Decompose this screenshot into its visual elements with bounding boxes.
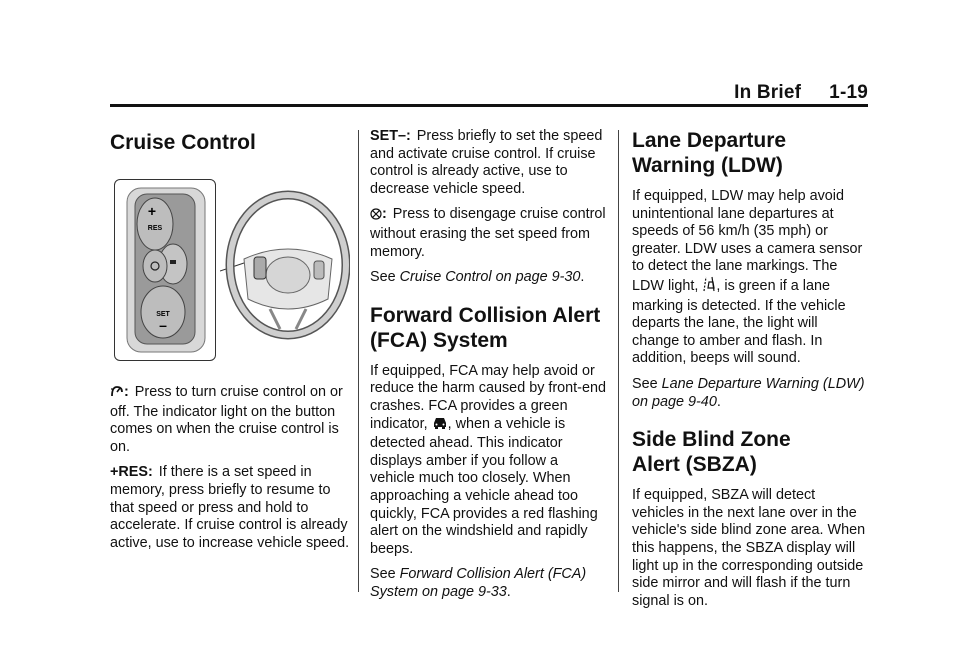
column-divider <box>618 130 619 592</box>
header-rule <box>110 104 868 107</box>
steering-wheel-illustration <box>220 179 350 359</box>
plus-glyph: + <box>147 203 157 219</box>
see-fca-paragraph <box>370 566 606 601</box>
onoff-paragraph <box>110 384 350 456</box>
column-cruise-control <box>110 128 350 560</box>
cancel-label: : <box>382 206 387 223</box>
see-prefix: See <box>370 269 396 286</box>
cancel-paragraph <box>370 206 606 261</box>
page-header <box>734 82 868 104</box>
cancel-icon <box>370 208 382 226</box>
ldw-text-2: , is green if a lane marking is detected. If the vehicle departs the lane, the light will change to amber and flash. In addition, beeps will sound. <box>632 277 846 367</box>
fca-reference: Forward Collision Alert (FCA) System on page 9-33 <box>370 566 587 600</box>
vehicle-ahead-icon <box>432 416 448 436</box>
cruise-control-figure <box>110 179 350 364</box>
column-set-fca <box>370 128 606 609</box>
see-cruise-paragraph <box>370 269 606 287</box>
see-prefix: See <box>370 566 396 583</box>
res-glyph: RES <box>147 225 163 232</box>
cruise-onoff-icon <box>110 384 124 404</box>
fca-text-1: If equipped, FCA may help avoid or reduce the harm caused by front-end crashes. FCA provides a green indicator, <box>370 362 606 432</box>
cancel-text: Press to disengage cruise control without erasing the set speed from memory. <box>370 206 606 260</box>
res-term: +RES: <box>110 464 153 481</box>
lane-departure-icon <box>702 276 716 298</box>
sbza-heading <box>632 427 868 477</box>
minus-glyph: – <box>159 317 167 333</box>
ldw-reference: Lane Departure Warning (LDW) on page 9-40 <box>632 375 865 410</box>
sbza-paragraph: If equipped, SBZA will detect vehicles in the next lane over in the vehicle's side blind zone area. When this happens, the SBZA display will light up in the corresponding outside side mirror and will flash if the turn signal is on. <box>632 487 866 609</box>
column-ldw-sbza <box>632 128 868 618</box>
ldw-heading-line2: Warning (LDW) <box>632 154 783 177</box>
onoff-text: Press to turn cruise control on or off. The indicator light on the button comes on when the cruise control is on. <box>110 384 343 455</box>
res-paragraph <box>110 464 350 552</box>
page-number: 1-19 <box>829 82 868 103</box>
fca-paragraph <box>370 363 606 559</box>
fca-heading-line1: Forward Collision Alert <box>370 303 601 327</box>
ldw-heading-line1: Lane Departure <box>632 129 787 152</box>
fca-heading-line2: (FCA) System <box>370 328 508 352</box>
onoff-label: : <box>124 384 129 400</box>
switch-closeup-frame <box>114 179 216 361</box>
set-term: SET–: <box>370 128 411 144</box>
res-text: If there is a set speed in memory, press briefly to resume to that speed or press and hold to accelerate. If cruise control is already active, use to increase vehicle speed. <box>110 464 350 551</box>
fca-heading <box>370 303 606 353</box>
fca-text-2: , when a vehicle is detected ahead. This indicator displays amber if you follow a vehicle much too closely. When approaching a vehicle ahead too quickly, FCA provides a red flashing alert on the windshield and rapidly beeps. <box>370 415 598 557</box>
see-ldw-paragraph <box>632 376 868 411</box>
ldw-text-1: If equipped, LDW may help avoid unintentional lane departures at speeds of 56 km/h (35 mph) or greater. LDW uses a camera sensor to detect the lane markings. The LDW light, <box>632 188 863 294</box>
section-title: In Brief <box>734 82 802 103</box>
cruise-control-reference: Cruise Control on page 9-30 <box>399 269 581 286</box>
switch-panel-illustration <box>115 180 215 360</box>
set-text: Press briefly to set the speed and activate cruise control. If cruise control is already active, use to decrease vehicle speed. <box>370 128 603 197</box>
sbza-heading-line2: Alert (SBZA) <box>632 453 757 477</box>
ldw-heading <box>632 128 868 178</box>
see-suffix: . <box>580 269 585 286</box>
ldw-paragraph <box>632 188 868 368</box>
cruise-control-heading: Cruise Control <box>110 131 256 154</box>
see-suffix: . <box>506 583 511 600</box>
see-suffix: . <box>716 393 721 410</box>
see-prefix: See <box>632 375 658 392</box>
set-paragraph <box>370 128 606 198</box>
column-divider <box>358 130 359 592</box>
sbza-heading-line1: Side Blind Zone <box>632 428 791 452</box>
set-glyph: SET <box>156 311 170 318</box>
